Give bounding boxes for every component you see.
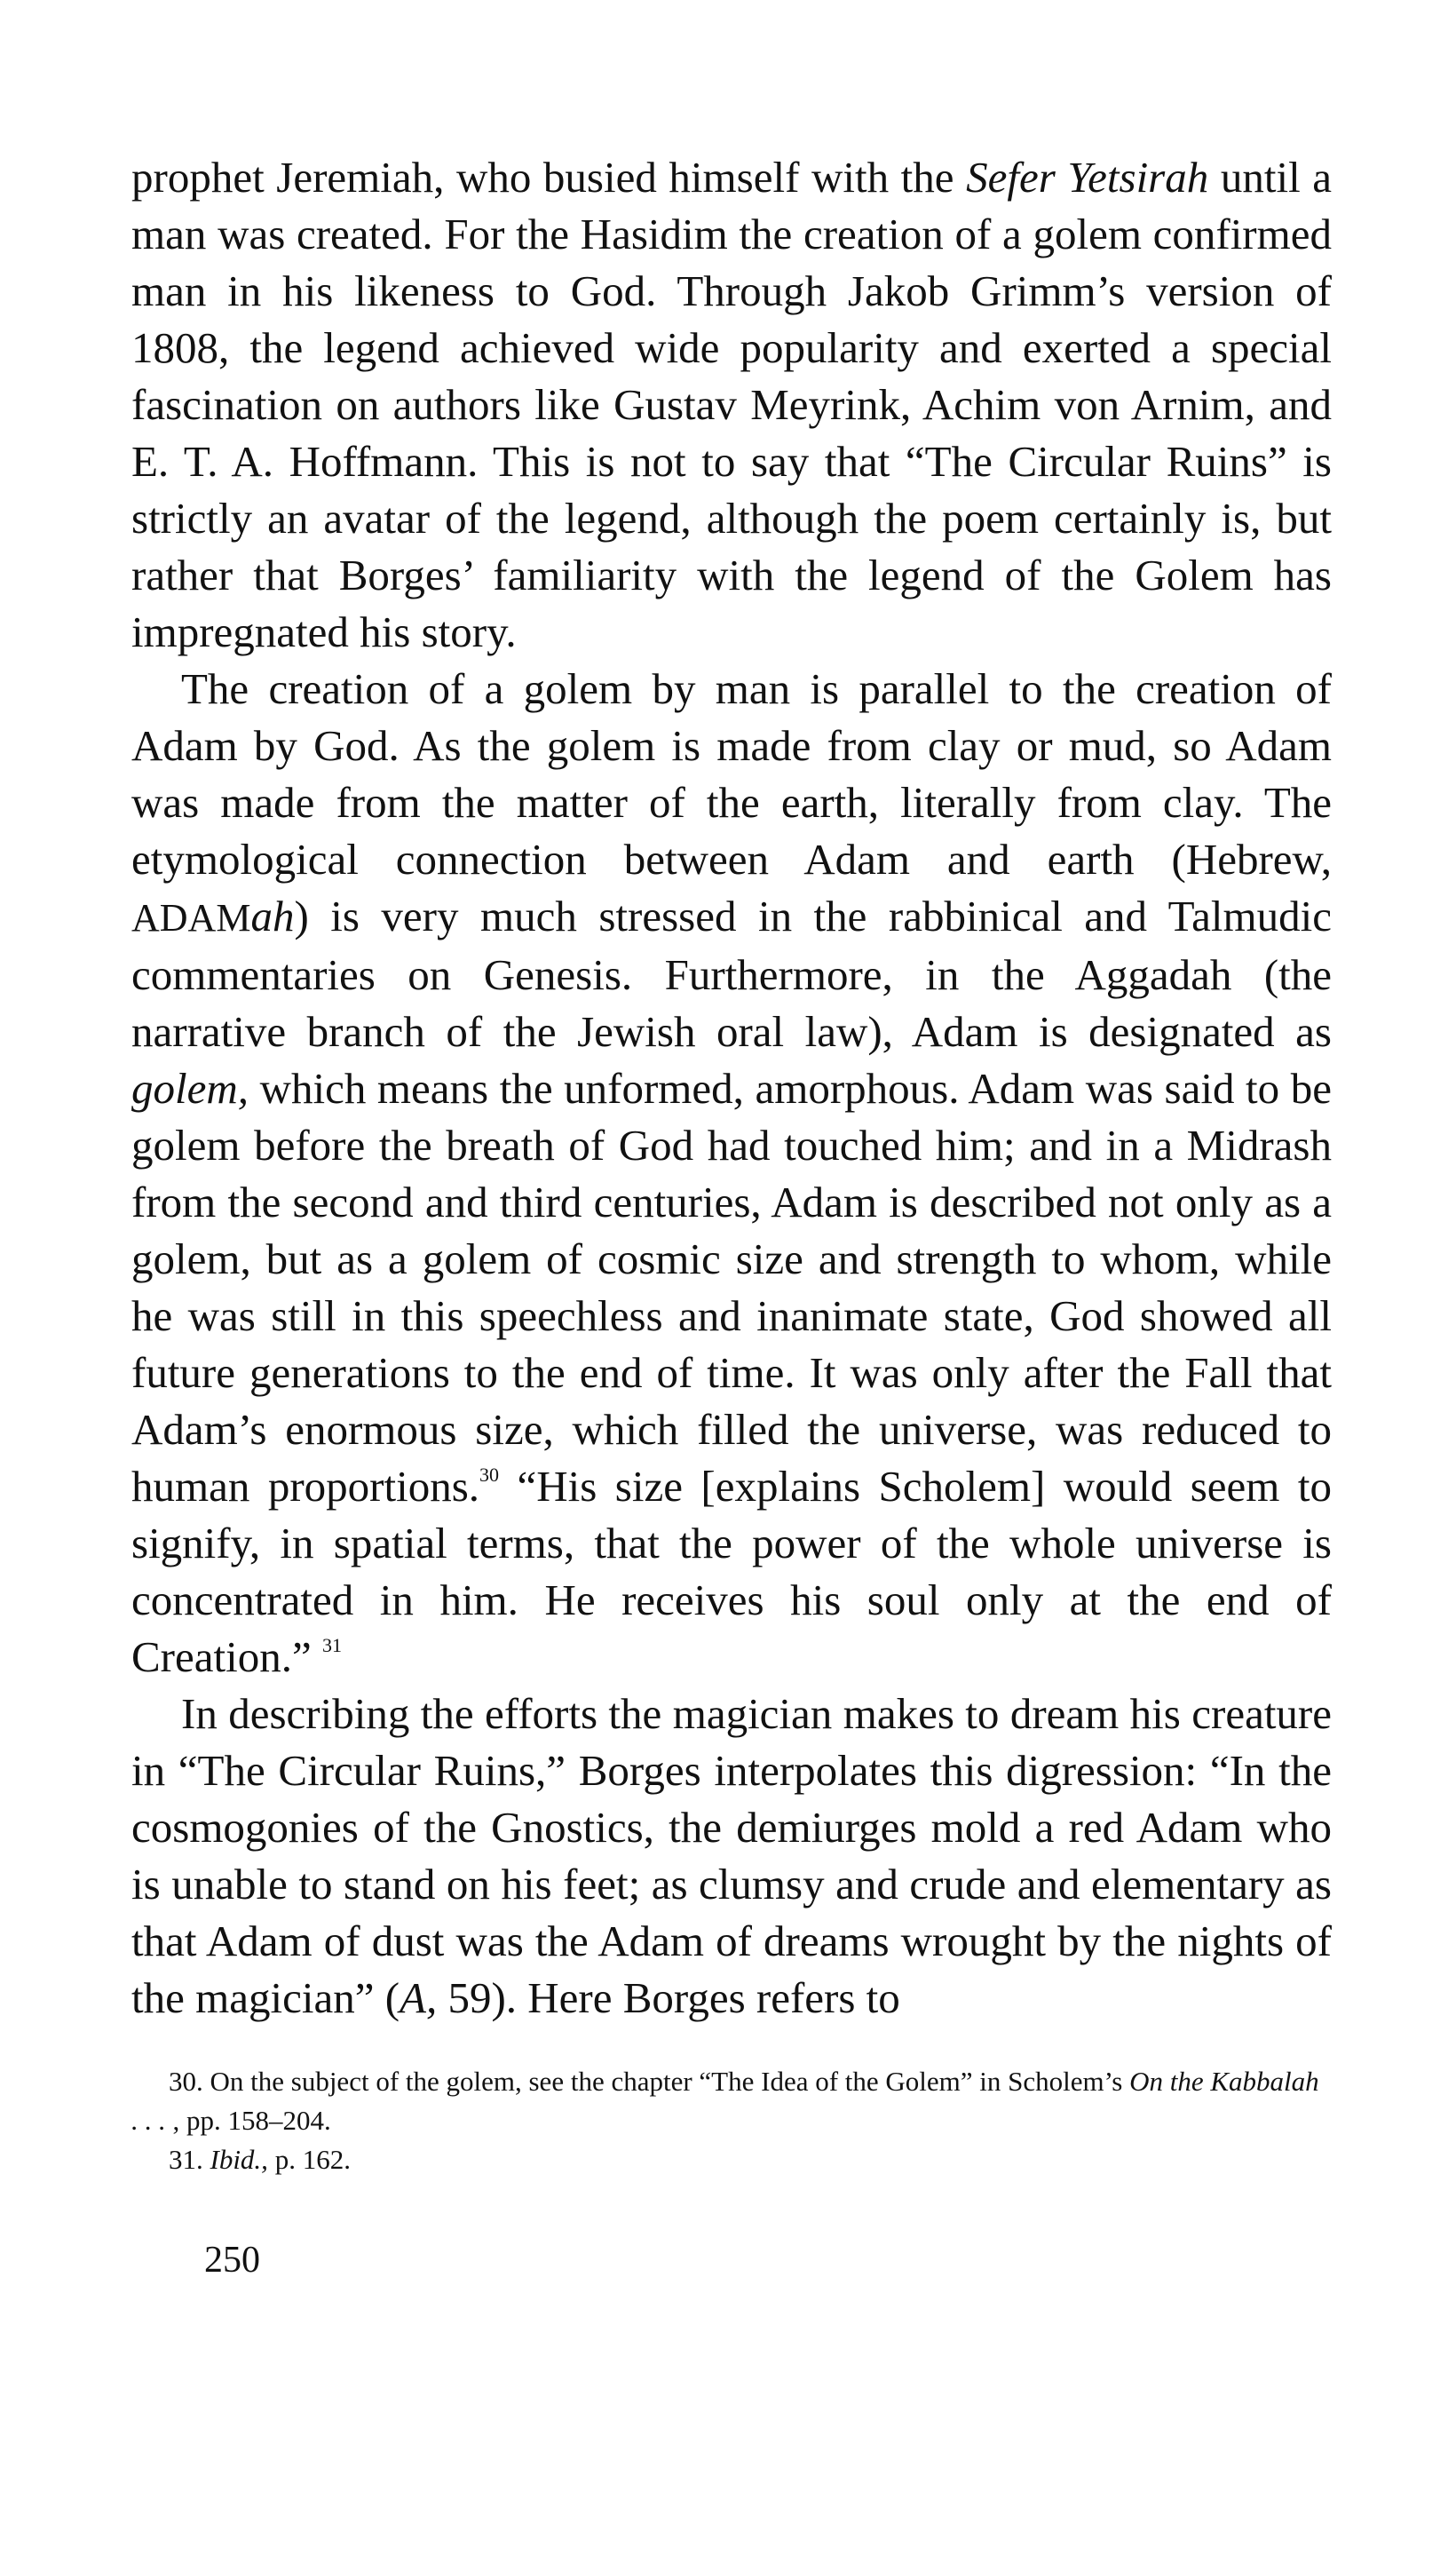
text-run: prophet Jeremiah, who busied himself with the xyxy=(131,153,967,202)
paragraph xyxy=(131,661,1332,1686)
body-text xyxy=(131,149,1332,2027)
italic-text: On the Kabbalah . . . xyxy=(131,2066,1319,2136)
italic-text: ah xyxy=(250,892,295,940)
text-run: 59). Here Borges refers to xyxy=(437,1973,900,2022)
text-run: “His size [explains Scholem] would seem to signify, in spatial terms, that the power of the whole universe is concentrated in him. He receives his soul only at the end of Creation.” xyxy=(131,1462,1332,1681)
paragraph xyxy=(131,1686,1332,2027)
page-content xyxy=(131,149,1332,2179)
italic-text: golem, xyxy=(131,1064,249,1113)
text-run: 31. xyxy=(169,2144,210,2175)
footnote xyxy=(131,2140,1332,2179)
text-run: , pp. 158–204. xyxy=(165,2105,331,2136)
text-run: which means the unformed, amorphous. Adam was said to be golem before the breath of God had touched him; and in a Midrash from the second and third centuries, Adam is described not only as a golem, but as a golem of cosmic size and strength to whom, while he was still in this speechless and inanimate state, God showed all future generations to the end of time. It was only after the Fall that Adam’s enormous size, which filled the universe, was reduced to human proportions. xyxy=(131,1064,1332,1511)
page-number: 250 xyxy=(204,2240,260,2281)
footnote-reference: 30 xyxy=(479,1464,500,1486)
italic-text: A, xyxy=(400,1973,438,2022)
text-run: 30. On the subject of the golem, see the chapter “The Idea of the Golem” in Scholem’s xyxy=(169,2066,1130,2097)
text-run: p. 162. xyxy=(267,2144,351,2175)
text-run: until a man was created. For the Hasidim the creation of a golem confirmed man in his likeness to God. Through Jakob Grimm’s version of 1808, the legend achieved wide popularity and exerted a special fascination on authors like Gustav Meyrink, Achim von Arnim, and E. T. A. Hoffmann. This is not to say that “The Circular Ruins” is strictly an avatar of the legend, although the poem certainly is, but rather that Borges’ familiarity with the legend of the Golem has impregnated his story. xyxy=(131,153,1333,656)
paragraph xyxy=(131,149,1332,661)
italic-text: Sefer Yetsirah xyxy=(966,153,1209,202)
italic-text: Ibid., xyxy=(210,2144,268,2175)
small-caps-text: ADAM xyxy=(131,896,251,940)
text-run: The creation of a golem by man is parallel to the creation of Adam by God. As the golem is made from clay or mud, so Adam was made from the matter of the earth, literally from clay. The etymological connection between Adam and earth (Hebrew, xyxy=(131,664,1332,884)
text-run: ) is very much stressed in the rabbinical and Talmudic commentaries on Genesis. Furthermore, in the Aggadah (the narrative branch of the Jewish oral law), Adam is designated as xyxy=(131,892,1332,1056)
footnotes xyxy=(131,2062,1332,2179)
footnote xyxy=(131,2062,1332,2140)
text-run: In describing the efforts the magician makes to dream his creature in “The Circular Ruins,” Borges interpolates this digression: “In the cosmogonies of the Gnostics, the demiurges mold a red Adam who is unable to stand on his feet; as clumsy and crude and elementary as that Adam of dust was the Adam of dreams wrought by the nights of the magician” ( xyxy=(131,1689,1332,2022)
footnote-reference: 31 xyxy=(321,1634,342,1656)
